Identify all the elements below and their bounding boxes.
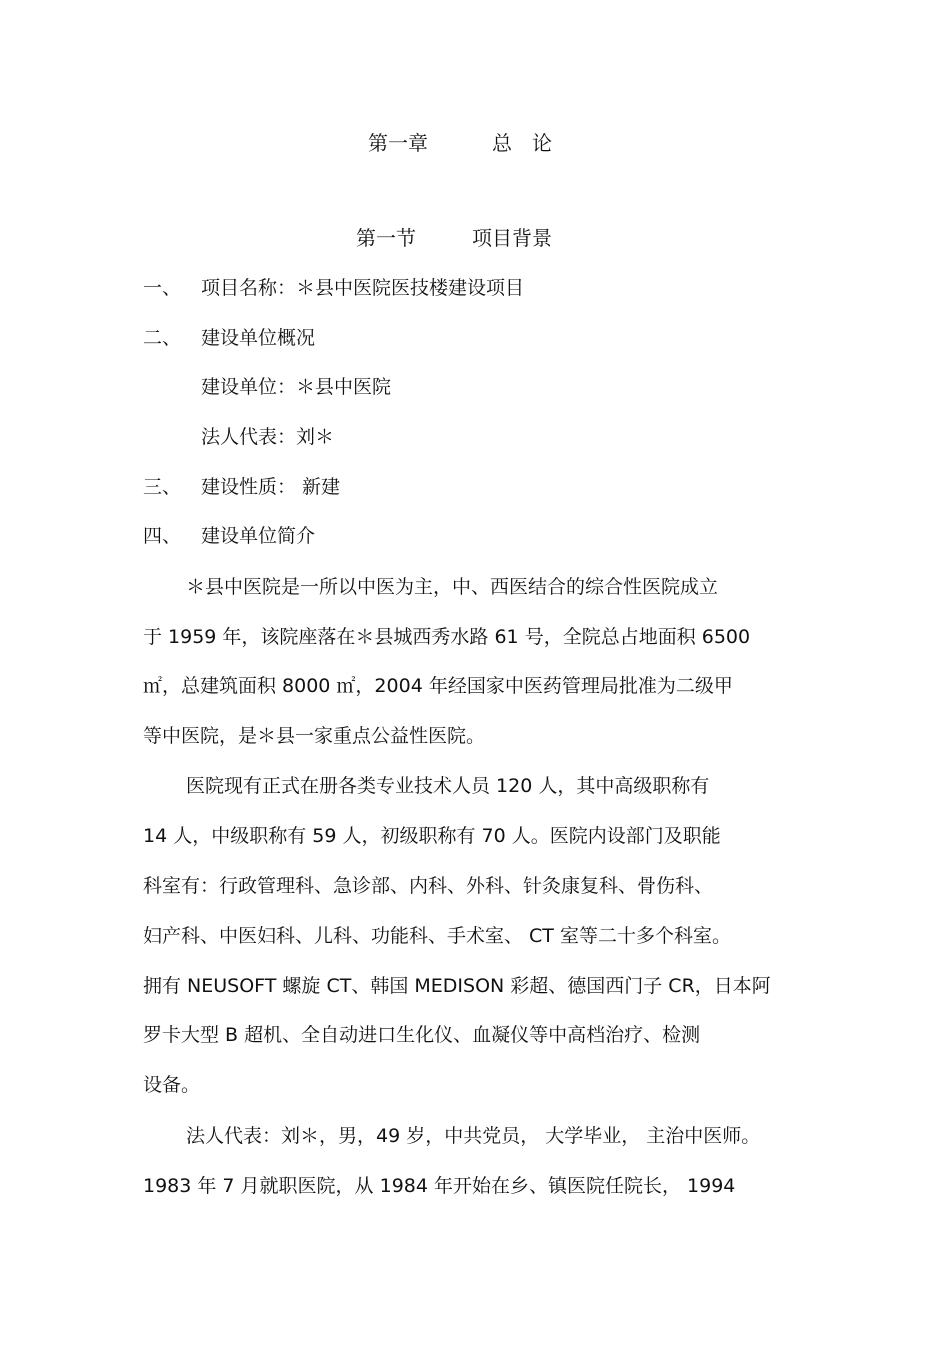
section-heading [356, 226, 552, 250]
paragraph-line: 等中医院，是＊县一家重点公益性医院。 [143, 725, 486, 747]
item-number: 二、 [143, 327, 182, 349]
item-number: 三、 [143, 476, 182, 498]
item-text: 法人代表：刘＊ [201, 426, 335, 448]
list-item [143, 475, 340, 499]
list-item [143, 326, 315, 350]
item-text: 建设单位简介 [201, 525, 316, 547]
paragraph-line: 科室有：行政管理科、急诊部、内科、外科、针灸康复科、骨伤科、 [143, 875, 714, 897]
paragraph-line: 医院现有正式在册各类专业技术人员 120 人，其中高级职称有 [186, 775, 710, 797]
item-number: 四、 [143, 525, 182, 547]
paragraph-line: ＊县中医院是一所以中医为主，中、西医结合的综合性医院成立 [186, 576, 719, 598]
paragraph-line: 1983 年 7 月就职医院，从 1984 年开始在乡、镇医院任院长， 1994 [143, 1175, 736, 1197]
list-item [201, 375, 391, 399]
chapter-title: 总 论 [492, 131, 552, 155]
paragraph-line: 拥有 NEUSOFT 螺旋 CT、韩国 MEDISON 彩超、德国西门子 CR，日本阿 [143, 975, 771, 997]
paragraph-line: 法人代表：刘＊，男，49 岁，中共党员， 大学毕业， 主治中医师。 [186, 1125, 761, 1147]
item-text: 建设单位概况 [201, 327, 316, 349]
item-text: 建设性质： 新建 [201, 476, 341, 498]
paragraph-line: 妇产科、中医妇科、儿科、功能科、手术室、 CT 室等二十多个科室。 [143, 925, 731, 947]
list-item [143, 276, 524, 300]
section-number: 第一节 [356, 226, 416, 250]
paragraph-line: 设备。 [143, 1074, 201, 1096]
chapter-heading [368, 131, 552, 155]
section-title: 项目背景 [472, 226, 552, 250]
chapter-number: 第一章 [368, 131, 428, 155]
paragraph-line: 14 人，中级职称有 59 人，初级职称有 70 人。医院内设部门及职能 [143, 825, 721, 847]
paragraph-line: 于 1959 年，该院座落在＊县城西秀水路 61 号，全院总占地面积 6500 [143, 626, 751, 648]
list-item [201, 425, 334, 449]
list-item [143, 524, 315, 548]
item-text: 建设单位：＊县中医院 [201, 376, 392, 398]
paragraph-line: 罗卡大型 B 超机、全自动进口生化仪、血凝仪等中高档治疗、检测 [143, 1024, 701, 1046]
paragraph-line: ㎡，总建筑面积 8000 ㎡，2004 年经国家中医药管理局批准为二级甲 [143, 675, 733, 697]
item-number: 一、 [143, 277, 182, 299]
item-text: 项目名称：＊县中医院医技楼建设项目 [201, 277, 525, 299]
